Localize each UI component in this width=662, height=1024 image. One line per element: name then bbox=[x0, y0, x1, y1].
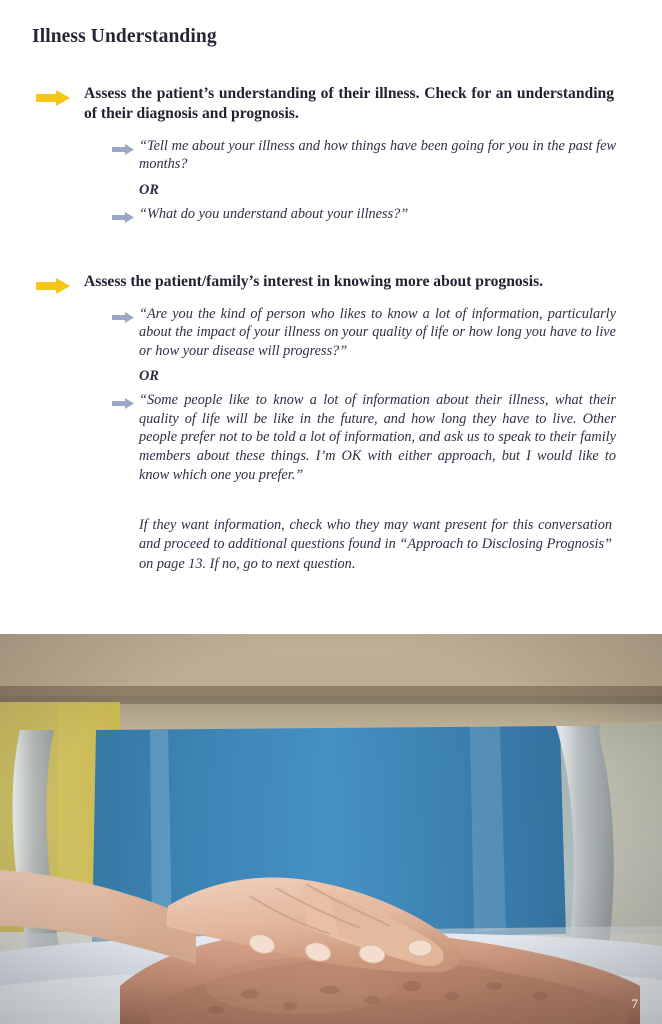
section-heading: Assess the patient/family’s interest in knowing more about prognosis. bbox=[84, 272, 544, 290]
yellow-arrow-icon bbox=[36, 278, 70, 294]
or-separator: OR bbox=[139, 368, 159, 385]
section-prognosis-interest bbox=[30, 272, 628, 574]
page-title: Illness Understanding bbox=[32, 26, 217, 47]
section-quote-list bbox=[84, 137, 628, 224]
section-note: If they want information, check who they may want present for this conversation and proceed to additional questions found in “Approach to Disclosing Prognosis” on page 13. If no, go to next question. bbox=[139, 517, 612, 572]
section-quote-list bbox=[84, 305, 628, 574]
page-number: 7 bbox=[631, 996, 638, 1011]
small-arrow-icon bbox=[112, 310, 134, 321]
quote-text: “Tell me about your illness and how things have been going for you in the past few months? bbox=[139, 137, 616, 173]
yellow-arrow-icon bbox=[36, 90, 70, 106]
quote-text: “What do you understand about your illness?” bbox=[139, 206, 409, 223]
small-arrow-icon bbox=[112, 210, 134, 221]
quote-text: “Are you the kind of person who likes to know a lot of information, particularly about the impact of your illness on your quality of life or how long you have to live or how your disease will progress?” bbox=[139, 305, 616, 359]
small-arrow-icon bbox=[112, 396, 134, 407]
list-item bbox=[112, 305, 628, 361]
list-item bbox=[112, 205, 628, 224]
list-item bbox=[112, 137, 628, 174]
section-heading: Assess the patient’s understanding of their illness. Check for an understanding of their diagnosis and prognosis. bbox=[84, 85, 614, 122]
list-item bbox=[112, 391, 628, 484]
section-illness-understanding bbox=[30, 84, 628, 224]
photo-hands-on-bedrail bbox=[0, 634, 662, 1024]
or-separator: OR bbox=[139, 182, 159, 199]
small-arrow-icon bbox=[112, 142, 134, 153]
quote-text: “Some people like to know a lot of information about their illness, what their quality of life will be like in the future, and how long they have to live. Other people prefer not to be told a lot of information, and ask us to speak to their family members about these things. I’m OK with either approach, but I would like to know which one you prefer.” bbox=[139, 392, 616, 483]
